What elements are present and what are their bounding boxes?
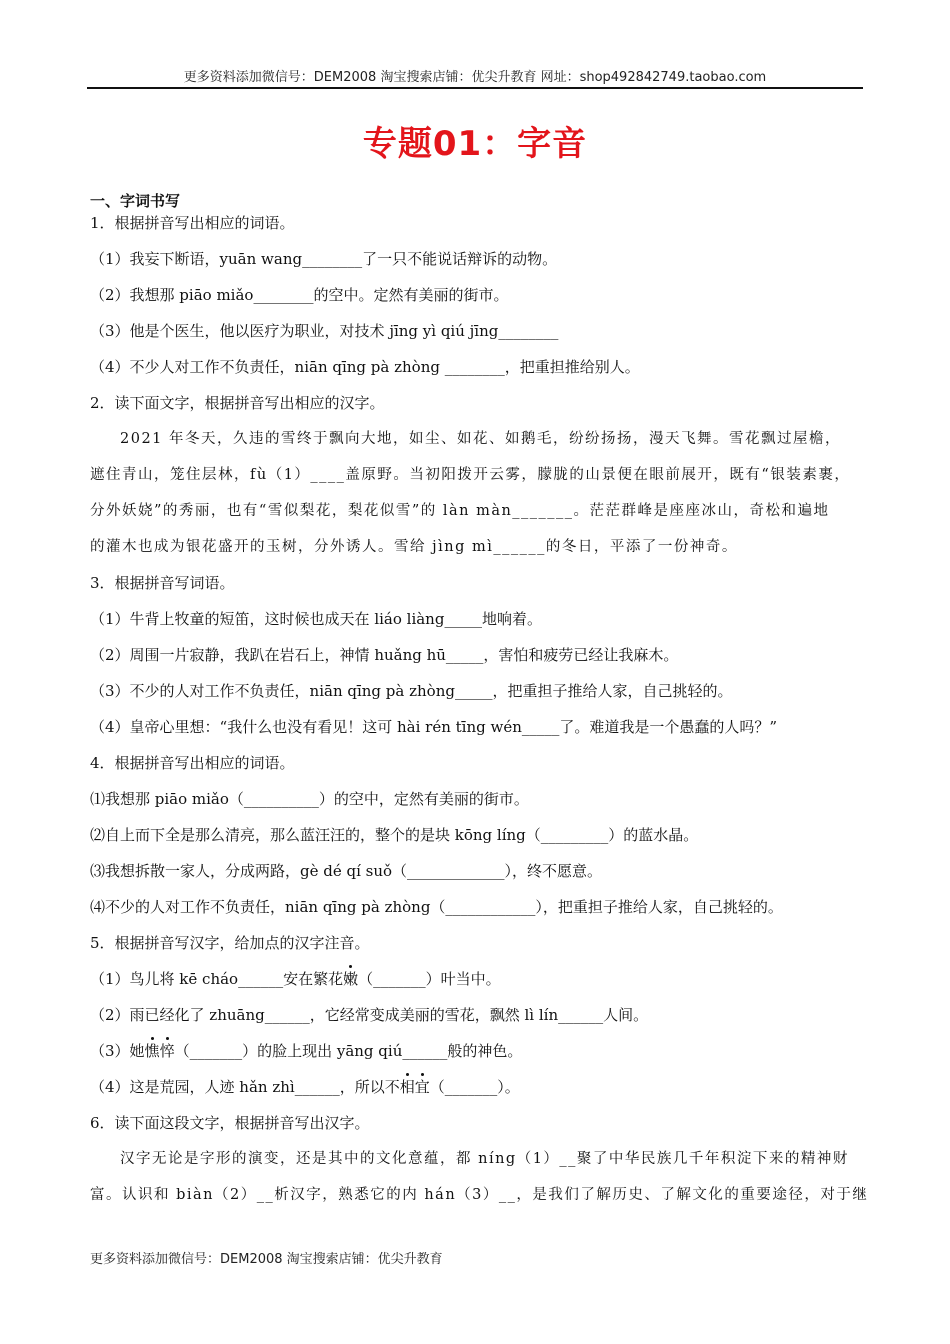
question-5-item-1: （1）鸟儿将 kē cháo______安在繁花嫩（_______）叶当中。 bbox=[90, 970, 501, 988]
emphasis-dot-char: 憔 bbox=[144, 1042, 160, 1060]
question-4-item-4: ⑷不少的人对工作不负责任，niān qīng pà zhòng（____________），把重担子推给人家，自己挑轻的。 bbox=[90, 898, 783, 916]
question-1-item-3: （3）他是个医生，他以医疗为职业，对技术 jīng yì qiú jīng________ bbox=[90, 322, 559, 340]
passage-6-line-2: 富。认识和 biàn（2）__析汉字，熟悉它的内 hán（3）__，是我们了解历史、了解文化的重要途径，对于继 bbox=[90, 1187, 869, 1203]
question-3-stem: 3．根据拼音写词语。 bbox=[90, 574, 235, 592]
header-divider bbox=[87, 87, 863, 89]
question-3-item-4: （4）皇帝心里想：“我什么也没有看见！这可 hài rén tīng wén_____了。难道我是一个愚蠢的人吗？” bbox=[90, 718, 778, 736]
passage-2-line-3: 分外妖娆”的秀丽，也有“雪似梨花，梨花似雪”的 làn màn_______。茫茫群峰是座座冰山，奇松和遍地 bbox=[90, 503, 830, 519]
emphasis-dot-char: 嫩 bbox=[343, 970, 359, 988]
question-3-item-3: （3）不少的人对工作不负责任，niān qīng pà zhòng_____，把重担子推给人家，自己挑轻的。 bbox=[90, 682, 733, 700]
passage-2-line-2: 遮住青山，笼住层林，fù（1）____盖原野。当初阳拨开云雾，朦胧的山景便在眼前展开，既有“银装素裹， bbox=[90, 467, 851, 483]
question-6-stem: 6．读下面这段文字，根据拼音写出汉字。 bbox=[90, 1114, 370, 1132]
question-4-item-1: ⑴我想那 piāo miǎo（__________）的空中，定然有美丽的街市。 bbox=[90, 790, 529, 808]
emphasis-dot-char: 宜 bbox=[414, 1078, 430, 1096]
passage-6-line-1: 汉字无论是字形的演变，还是其中的文化意蕴，都 níng（1）__聚了中华民族几千年积淀下来的精神财 bbox=[120, 1151, 849, 1167]
page-footer: 更多资料添加微信号：DEM2008 淘宝搜索店铺：优尖升教育 bbox=[90, 1252, 443, 1267]
question-4-item-2: ⑵自上而下全是那么清亮，那么蓝汪汪的，整个的是块 kōng líng（_________）的蓝水晶。 bbox=[90, 826, 699, 844]
question-5-item-4: （4）这是荒园，人迹 hǎn zhì______，所以不相宜（_______）。 bbox=[90, 1078, 520, 1096]
question-1-stem: 1．根据拼音写出相应的词语。 bbox=[90, 214, 295, 232]
question-5-item-3: （3）她憔悴（_______）的脸上现出 yāng qiú______般的神色。 bbox=[90, 1042, 523, 1060]
emphasis-dot-char: 相 bbox=[399, 1078, 415, 1096]
question-4-item-3: ⑶我想拆散一家人，分成两路，gè dé qí suǒ（_____________），终不愿意。 bbox=[90, 862, 603, 880]
question-4-stem: 4．根据拼音写出相应的词语。 bbox=[90, 754, 295, 772]
question-1-item-1: （1）我妄下断语，yuān wang________了一只不能说话辩诉的动物。 bbox=[90, 250, 558, 268]
passage-2-line-4: 的灌木也成为银花盛开的玉树，分外诱人。雪给 jìng mì______的冬日，平添了一份神奇。 bbox=[90, 539, 738, 555]
question-2-stem: 2．读下面文字，根据拼音写出相应的汉字。 bbox=[90, 394, 385, 412]
question-3-item-1: （1）牛背上牧童的短笛，这时候也成天在 liáo liàng_____地响着。 bbox=[90, 610, 542, 628]
question-1-item-2: （2）我想那 piāo miǎo________的空中。定然有美丽的街市。 bbox=[90, 286, 509, 304]
question-1-item-4: （4）不少人对工作不负责任，niān qīng pà zhòng ________，把重担推给别人。 bbox=[90, 358, 640, 376]
emphasis-dot-char: 悴 bbox=[159, 1042, 175, 1060]
worksheet-body bbox=[90, 190, 870, 1220]
page-title: 专题01：字音 bbox=[362, 124, 588, 164]
question-3-item-2: （2）周围一片寂静，我趴在岩石上，神情 huǎng hū_____，害怕和疲劳已经让我麻木。 bbox=[90, 646, 679, 664]
section-heading: 一、字词书写 bbox=[90, 192, 181, 210]
question-5-stem: 5．根据拼音写汉字，给加点的汉字注音。 bbox=[90, 934, 370, 952]
page-header: 更多资料添加微信号：DEM2008 淘宝搜索店铺：优尖升教育 网址：shop492842749.taobao.com bbox=[183, 70, 767, 85]
passage-2-line-1: 2021 年冬天，久违的雪终于飘向大地，如尘、如花、如鹅毛，纷纷扬扬，漫天飞舞。雪花飘过屋檐， bbox=[120, 431, 842, 447]
question-5-item-2: （2）雨已经化了 zhuāng______，它经常变成美丽的雪花，飘然 lì lín______人间。 bbox=[90, 1006, 649, 1024]
